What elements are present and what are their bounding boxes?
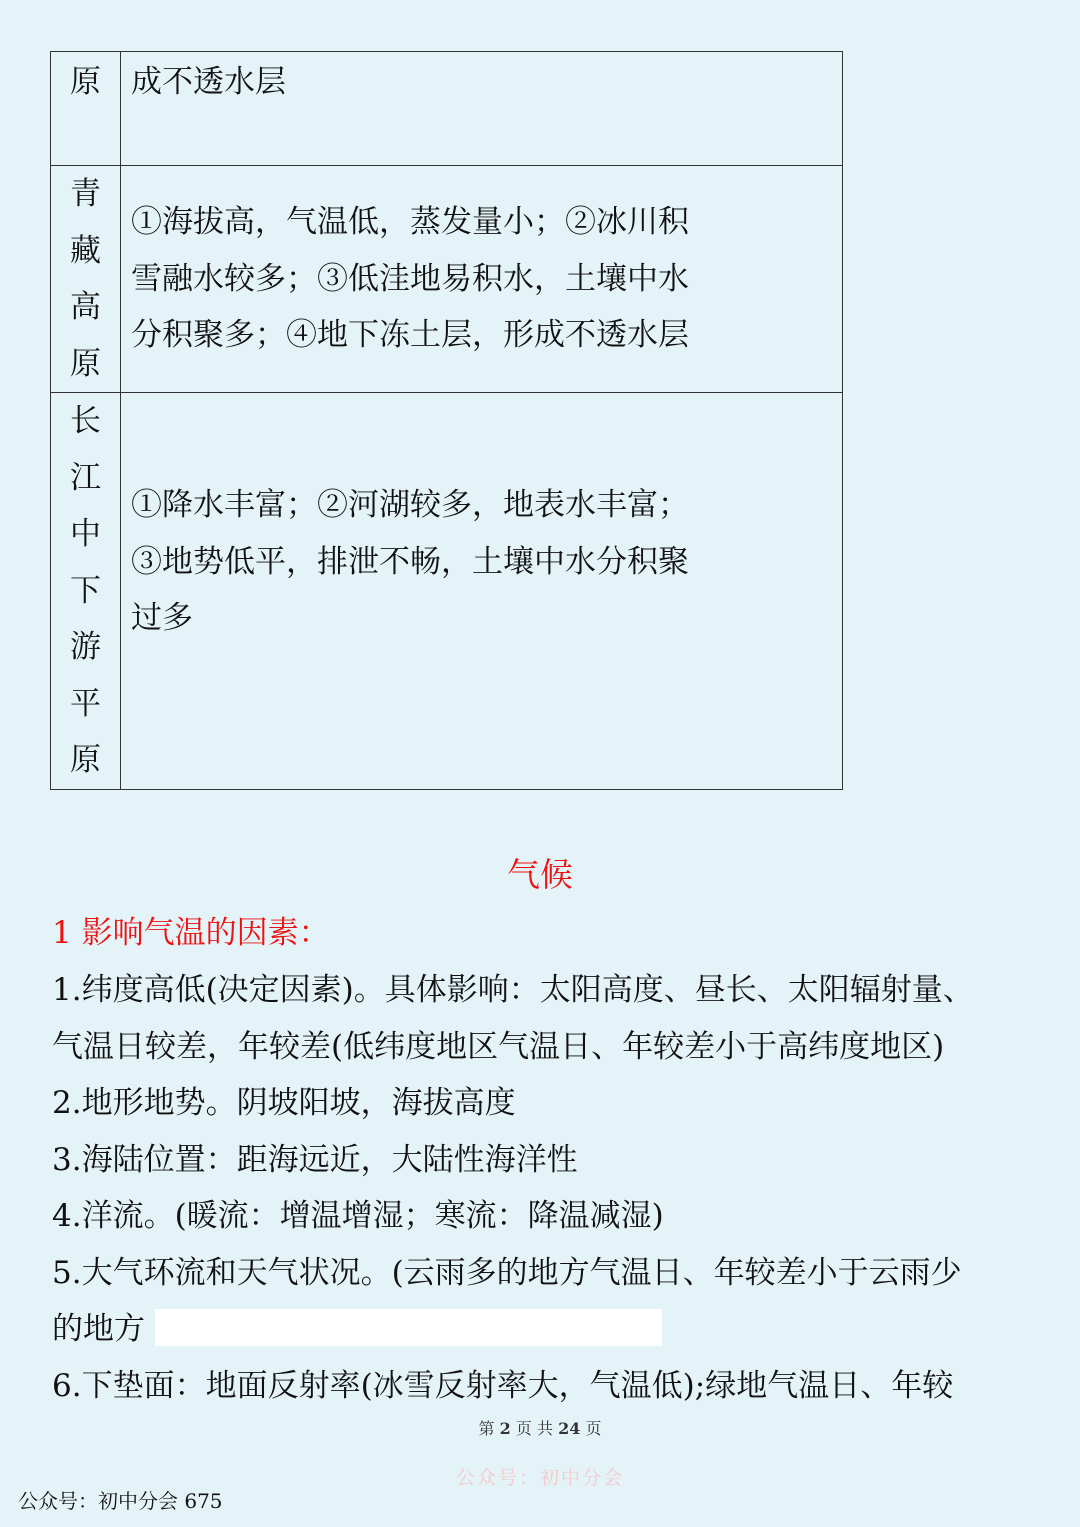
region-label-char: 长 [70,403,101,439]
paragraph-line: 6.下垫面：地面反射率(冰雪反射率大，气温低);绿地气温日、年较 [52,1367,954,1404]
subsection-title: 1 影响气温的因素： [52,915,330,951]
region-label-cell [51,166,121,393]
footer-prefix: 第 [478,1419,495,1438]
region-label-cell [51,52,121,166]
watermark: 公众号：初中分会 [455,1467,624,1489]
region-label-char: 平 [70,685,101,722]
section-title: 气候 [507,855,573,894]
table-row [51,166,843,393]
table-row [51,52,843,166]
reason-line: 分积聚多；④地下冻土层，形成不透水层 [131,317,689,353]
paragraph-line: 气温日较差，年较差(低纬度地区气温日、年较差小于高纬度地区) [52,1028,945,1065]
paragraph-text: 的地方 [52,1311,145,1347]
reason-line: 过多 [131,600,193,636]
reason-line: ①降水丰富；②河湖较多，地表水丰富； [131,487,689,523]
region-label-char: 原 [70,345,101,382]
reason-cell [121,166,843,393]
footer-mid: 页 共 [515,1419,553,1438]
region-label-char: 原 [70,742,101,778]
paragraph-line: 2.地形地势。阴坡阳坡，海拔高度 [52,1085,516,1121]
region-label-char: 游 [70,629,101,665]
body-text [52,962,1037,1414]
region-label-char: 高 [70,289,101,325]
region-label-char: 江 [70,459,101,496]
page-number: 2 [499,1419,511,1438]
reason-line: ③地势低平，排泄不畅，土壤中水分积聚 [131,543,689,580]
reason-line: 雪融水较多；③低洼地易积水，土壤中水 [131,260,689,297]
region-label-char: 下 [70,572,101,609]
geography-table [50,51,843,790]
table-row [51,393,843,790]
reason-cell [121,393,843,790]
region-label-char: 藏 [70,232,101,269]
paragraph-line: 3.海陆位置：距海远近，大陆性海洋性 [52,1141,578,1178]
paragraph-line [52,1301,1037,1358]
region-label-char: 中 [70,516,101,552]
region-label-char: 青 [70,176,101,212]
page-footer [0,1416,1080,1439]
reason-line: 成不透水层 [131,64,286,100]
paragraph-line: 4.洋流。(暖流：增温增湿；寒流：降温减湿) [52,1198,664,1234]
region-label-cell [51,393,121,790]
account-label: 公众号：初中分会 675 [18,1489,223,1513]
paragraph-line: 5.大气环流和天气状况。(云雨多的地方气温日、年较差小于云雨少 [52,1254,962,1291]
reason-cell [121,52,843,166]
region-label-char: 原 [70,64,101,100]
footer-suffix: 页 [585,1419,602,1438]
redaction-box [155,1309,662,1346]
reason-line: ①海拔高，气温低，蒸发量小；②冰川积 [131,204,689,240]
paragraph-line: 1.纬度高低(决定因素)。具体影响：太阳高度、昼长、太阳辐射量、 [52,972,974,1008]
total-pages: 24 [558,1419,581,1438]
